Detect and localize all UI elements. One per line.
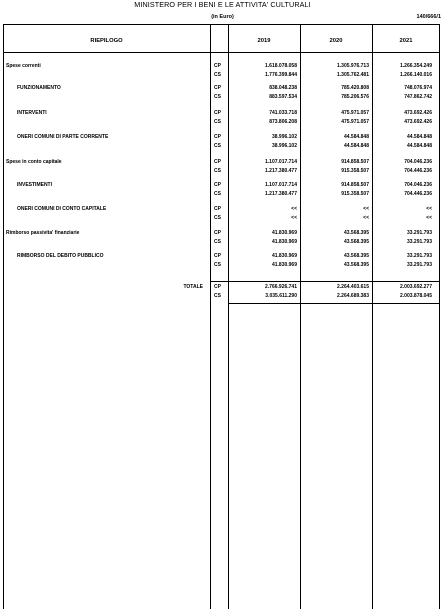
row-type: CP [214,253,221,259]
table-cell-value: 915.358.507 [341,168,369,174]
table-cell-value: 1.618.078.058 [265,63,297,69]
row-type: CS [214,94,221,100]
row-type: CS [214,168,221,174]
subcategory-label: RIMBORSO DEL DEBITO PUBBLICO [17,253,104,259]
page-title: MINISTERO PER I BENI E LE ATTIVITA' CULTURALI [134,0,311,9]
row-type: CS [214,72,221,78]
row-type: CP [214,206,221,212]
column-header-year: 2021 [399,38,413,44]
table-cell-value: 1.266.140.016 [400,72,432,78]
category-label: Rimborso passivita' finanziarie [6,230,80,236]
row-type: CS [214,262,221,268]
summary-table [3,24,440,609]
row-type: CS [214,215,221,221]
table-cell-value: 44.584.848 [406,134,432,140]
table-cell-value: 43.568.395 [343,230,369,236]
table-cell-value: 748.076.974 [404,85,432,91]
table-cell-value: << [291,206,297,212]
table-cell-value: 1.107.017.714 [265,182,297,188]
table-cell-value: 43.568.395 [343,253,369,259]
table-cell-value: 914.858.507 [341,182,369,188]
row-type: CP [214,134,221,140]
row-type: CS [214,119,221,125]
document-code: 140/666/1 [416,14,441,20]
table-cell-value: 873.806.208 [269,119,297,125]
row-type: CP [214,85,221,91]
table-cell-value: 2.003.878.045 [400,293,432,299]
column-header-year: 2019 [257,38,271,44]
table-cell-value: 2.003.692.277 [400,284,432,290]
subcategory-label: INVESTIMENTI [17,182,53,188]
table-cell-value: << [363,215,369,221]
table-cell-value: 704.446.236 [404,191,432,197]
table-cell-value: 44.584.848 [343,134,369,140]
table-cell-value: << [426,215,432,221]
row-type: CP [214,110,221,116]
table-cell-value: 2.264.403.615 [337,284,369,290]
table-cell-value: 883.597.534 [269,94,297,100]
table-cell-value: << [363,206,369,212]
table-cell-value: 41.830.969 [271,262,297,268]
total-divider [211,281,440,282]
table-cell-value: 473.692.426 [404,119,432,125]
header-divider [3,52,440,53]
table-cell-value: 41.830.969 [271,230,297,236]
table-cell-value: 38.996.102 [271,134,297,140]
table-cell-value: 473.692.426 [404,110,432,116]
table-cell-value: 475.971.057 [341,119,369,125]
table-cell-value: 41.830.969 [271,253,297,259]
table-cell-value: << [426,206,432,212]
total-label: TOTALE [183,284,203,290]
row-type: CS [214,293,221,299]
table-cell-value: 1.107.017.714 [265,159,297,165]
table-cell-value: 2.264.689.383 [337,293,369,299]
table-cell-value: 41.830.969 [271,239,297,245]
table-cell-value: 785.420.808 [341,85,369,91]
table-cell-value: 1.776.399.844 [265,72,297,78]
subcategory-label: ONERI COMUNI DI CONTO CAPITALE [17,206,107,212]
table-cell-value: 1.305.976.713 [337,63,369,69]
table-cell-value: 1.217.380.477 [265,168,297,174]
category-label: Spese in conto capitale [6,159,62,165]
table-cell-value: 741.033.718 [269,110,297,116]
row-type: CS [214,191,221,197]
column-header-label: RIEPILOGO [90,38,123,44]
row-type: CP [214,182,221,188]
table-cell-value: 44.584.848 [406,143,432,149]
table-cell-value: 3.035.611.290 [265,293,297,299]
table-cell-value: 33.291.793 [406,253,432,259]
row-type: CP [214,159,221,165]
row-type: CP [214,230,221,236]
column-divider [228,24,229,609]
currency-unit: (in Euro) [211,14,234,20]
table-cell-value: 747.862.742 [404,94,432,100]
column-divider [210,24,211,609]
table-cell-value: 1.305.762.481 [337,72,369,78]
table-cell-value: 43.568.395 [343,239,369,245]
table-cell-value: 475.971.057 [341,110,369,116]
row-type: CP [214,63,221,69]
category-label: Spese correnti [6,63,41,69]
subcategory-label: ONERI COMUNI DI PARTE CORRENTE [17,134,109,140]
column-divider [372,24,373,609]
table-cell-value: 1.266.354.249 [400,63,432,69]
table-cell-value: 838.048.238 [269,85,297,91]
table-cell-value: 38.996.102 [271,143,297,149]
table-cell-value: 704.046.236 [404,182,432,188]
table-cell-value: 1.217.380.477 [265,191,297,197]
table-cell-value: 704.446.236 [404,168,432,174]
table-cell-value: 33.291.793 [406,230,432,236]
table-cell-value: 43.568.395 [343,262,369,268]
table-cell-value: 704.046.236 [404,159,432,165]
subcategory-label: FUNZIONAMENTO [17,85,61,91]
table-cell-value: 33.291.793 [406,239,432,245]
column-divider [300,24,301,609]
table-cell-value: 915.358.507 [341,191,369,197]
column-header-year: 2020 [329,38,343,44]
table-cell-value: 914.858.507 [341,159,369,165]
subcategory-label: INTERVENTI [17,110,47,116]
table-cell-value: << [291,215,297,221]
total-bottom-rule [228,303,440,304]
row-type: CP [214,284,221,290]
row-type: CS [214,143,221,149]
row-type: CS [214,239,221,245]
table-cell-value: 2.766.926.741 [265,284,297,290]
table-cell-value: 33.291.793 [406,262,432,268]
table-cell-value: 785.206.576 [341,94,369,100]
table-cell-value: 44.584.848 [343,143,369,149]
